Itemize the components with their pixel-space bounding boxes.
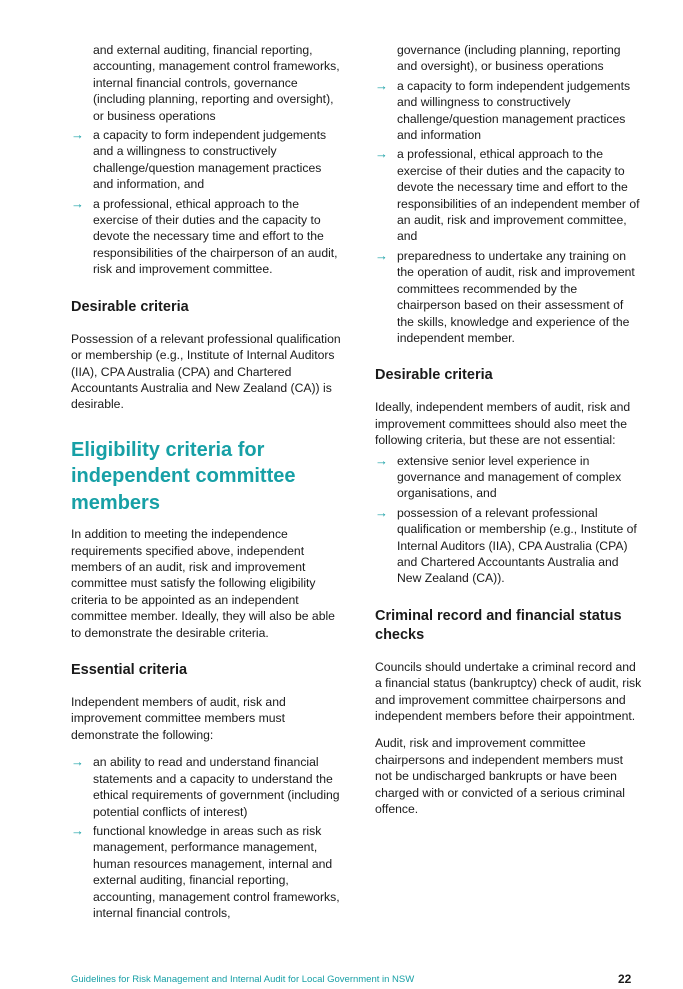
arrow-right-icon: → bbox=[71, 195, 84, 211]
desirable-criteria-text: Possession of a relevant professional qualification or membership (e.g., Institute of Internal Auditors (IIA), CPA Australia (CPA) and Chartered Accountants Australia and New Zealand (CA)) is desirable. bbox=[71, 331, 341, 412]
left-column bbox=[71, 42, 343, 924]
arrow-right-icon: → bbox=[375, 247, 388, 263]
list-item: → a professional, ethical approach to the exercise of their duties and the capacity to devote the necessary time and effort to the responsibilities of an independent member of an audit, risk and improvement committee, and bbox=[375, 146, 640, 244]
list-item: → possession of a relevant professional qualification or membership (e.g., Institute of Internal Auditors (IIA), CPA Australia (CPA) and Chartered Accountants Australia and New Zealand (CA)). bbox=[375, 504, 637, 586]
desirable-criteria-heading: Desirable criteria bbox=[71, 298, 189, 315]
list-item: → a capacity to form independent judgements and a willingness to constructively challenge/question management practices and information, and bbox=[71, 127, 327, 192]
arrow-right-icon: → bbox=[375, 504, 388, 520]
arrow-right-icon: → bbox=[375, 77, 388, 93]
eligibility-heading: Eligibility criteria for independent committee members bbox=[71, 438, 296, 514]
desirable-criteria-heading: Desirable criteria bbox=[375, 367, 493, 384]
arrow-right-icon: → bbox=[71, 754, 84, 770]
arrow-right-icon: → bbox=[71, 127, 84, 143]
arrow-right-icon: → bbox=[71, 822, 84, 838]
criminal-record-text: Councils should undertake a criminal record and a financial status (bankruptcy) check of audit, risk and improvement committee chairpersons and independent members before their appointment. bbox=[375, 659, 642, 723]
continued-list bbox=[71, 42, 343, 124]
continued-bullet-text: and external auditing, financial reporting, accounting, management control frameworks, internal financial controls, governance (including planning, reporting and oversight), or business operations bbox=[93, 43, 340, 123]
essential-bullets bbox=[71, 754, 343, 921]
page-number: 22 bbox=[618, 972, 632, 986]
continued-bullet-text: governance (including planning, reporting and oversight), or business operations bbox=[397, 43, 621, 74]
list-item: → preparedness to undertake any training on the operation of audit, risk and improvement committees recommended by the chairperson based on their assessment of the skills, knowledge and experience of the independent member. bbox=[375, 247, 635, 345]
list-item: → an ability to read and understand financial statements and a capacity to understand the ethical requirements of government (including potential conflicts of interest) bbox=[71, 754, 340, 819]
left-top-bullets bbox=[71, 127, 343, 278]
right-top-bullets bbox=[375, 78, 643, 347]
desirable-criteria-text: Ideally, independent members of audit, risk and improvement committees should also meet the following criteria, but these are not essential: bbox=[375, 400, 631, 448]
footer-title: Guidelines for Risk Management and Internal Audit for Local Government in NSW bbox=[71, 974, 415, 985]
continued-list bbox=[375, 42, 643, 75]
criminal-record-heading: Criminal record and financial status checks bbox=[375, 607, 622, 643]
essential-criteria-heading: Essential criteria bbox=[71, 662, 188, 679]
criminal-record-text-2: Audit, risk and improvement committee chairpersons and independent members must not be undischarged bankrupts or have been charged with or convicted of a serious criminal offence. bbox=[375, 736, 625, 817]
arrow-right-icon: → bbox=[375, 146, 388, 162]
essential-criteria-text: Independent members of audit, risk and improvement committee members must demonstrate the following: bbox=[71, 695, 286, 742]
eligibility-text: In addition to meeting the independence requirements specified above, independent members of an audit, risk and improvement committee must satisfy the following eligibility criteria to be appointed as an independent committee member. Ideally, they will also be able to demonstrate the desirable criteria. bbox=[71, 527, 335, 640]
arrow-right-icon: → bbox=[375, 452, 388, 468]
list-item: → a professional, ethical approach to the exercise of their duties and the capacity to devote the necessary time and effort to the responsibilities of the chairperson of an audit, risk and improvement committee. bbox=[71, 195, 338, 277]
desirable-bullets bbox=[375, 453, 643, 587]
list-item: → functional knowledge in areas such as risk management, performance management, human resources management, internal and external auditing, financial reporting, accounting, management control frameworks, internal financial controls, bbox=[71, 822, 340, 920]
right-column bbox=[375, 42, 643, 828]
list-item: → extensive senior level experience in governance and management of complex organisations, and bbox=[375, 452, 622, 501]
list-item: → a capacity to form independent judgements and willingness to constructively challenge/question management practices and information bbox=[375, 77, 631, 143]
